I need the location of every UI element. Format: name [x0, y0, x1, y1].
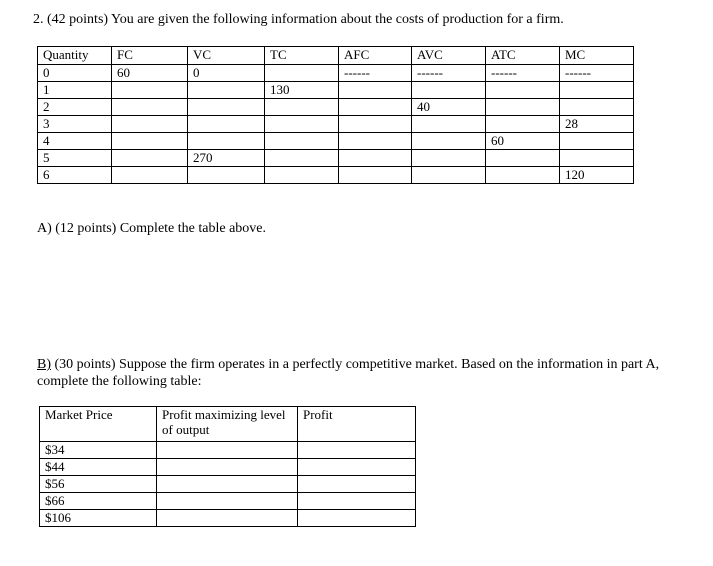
cost-table-cell: ------ — [486, 65, 560, 82]
cost-table-row — [38, 150, 634, 167]
profit-table-row — [40, 459, 416, 476]
cost-table-header-cell: AFC — [339, 47, 412, 65]
part-b-text: (30 points) Suppose the firm operates in a perfectly competitive market. Based on the information in part A, complete the following table: — [37, 357, 660, 389]
profit-table-header-cell: Profit maximizing level of output — [157, 407, 298, 442]
cost-table-header-cell: TC — [265, 47, 339, 65]
cost-table-cell: 2 — [38, 99, 112, 116]
cost-table-header-cell: ATC — [486, 47, 560, 65]
cost-table-cell: 130 — [265, 82, 339, 99]
profit-table-cell: $44 — [40, 459, 157, 476]
cost-table-cell: 120 — [560, 167, 634, 184]
cost-table-cell — [265, 99, 339, 116]
profit-table-cell: $56 — [40, 476, 157, 493]
cost-table-cell — [112, 82, 188, 99]
profit-table-row — [40, 493, 416, 510]
cost-table-header-cell: MC — [560, 47, 634, 65]
cost-table-cell — [112, 99, 188, 116]
cost-table-cell — [265, 116, 339, 133]
cost-table-row — [38, 167, 634, 184]
cost-table-cell: 0 — [188, 65, 265, 82]
cost-table-row — [38, 116, 634, 133]
profit-table-cell — [298, 476, 416, 493]
profit-table-header-row — [40, 407, 416, 442]
part-b-instruction — [37, 356, 677, 390]
cost-table-cell — [188, 116, 265, 133]
cost-table-cell — [560, 150, 634, 167]
question-title: 2. (42 points) You are given the following information about the costs of production for a firm. — [33, 12, 564, 27]
profit-table-cell: $34 — [40, 442, 157, 459]
cost-table-header-row — [38, 47, 634, 65]
cost-table-cell — [339, 99, 412, 116]
cost-table-cell — [265, 150, 339, 167]
cost-table-cell: ------ — [560, 65, 634, 82]
cost-table-cell: 1 — [38, 82, 112, 99]
cost-table-cell — [339, 116, 412, 133]
cost-table-header-cell: VC — [188, 47, 265, 65]
profit-table — [39, 406, 416, 527]
profit-table-cell — [157, 442, 298, 459]
cost-table-cell — [486, 150, 560, 167]
cost-table-cell: 60 — [112, 65, 188, 82]
cost-table-cell: 4 — [38, 133, 112, 150]
part-b-label: B) — [37, 357, 51, 372]
cost-table-cell — [412, 133, 486, 150]
cost-table-cell — [412, 116, 486, 133]
cost-table-cell — [412, 82, 486, 99]
cost-table-cell — [265, 133, 339, 150]
part-a-instruction: A) (12 points) Complete the table above. — [37, 221, 266, 236]
cost-table-row — [38, 133, 634, 150]
cost-table-cell — [112, 116, 188, 133]
cost-table-cell — [339, 82, 412, 99]
cost-table-cell — [486, 82, 560, 99]
cost-table-cell: 5 — [38, 150, 112, 167]
profit-table-cell: $66 — [40, 493, 157, 510]
cost-table-cell: ------ — [339, 65, 412, 82]
cost-table-header-cell: Quantity — [38, 47, 112, 65]
profit-table-cell — [298, 442, 416, 459]
profit-table-row — [40, 476, 416, 493]
cost-table-cell — [412, 167, 486, 184]
cost-table-cell — [265, 65, 339, 82]
profit-table-header-cell: Profit — [298, 407, 416, 442]
profit-table-cell — [298, 493, 416, 510]
cost-table-row — [38, 99, 634, 116]
cost-table-cell — [188, 82, 265, 99]
profit-table-cell — [298, 510, 416, 527]
cost-table-cell — [339, 150, 412, 167]
cost-table-cell — [265, 167, 339, 184]
cost-table-cell: 270 — [188, 150, 265, 167]
cost-table-header-cell: AVC — [412, 47, 486, 65]
cost-table-cell — [188, 167, 265, 184]
profit-table-row — [40, 442, 416, 459]
cost-table-cell: 60 — [486, 133, 560, 150]
cost-table-cell — [339, 167, 412, 184]
profit-table-header-cell: Market Price — [40, 407, 157, 442]
profit-table-cell: $106 — [40, 510, 157, 527]
cost-table-cell — [560, 133, 634, 150]
profit-table-cell — [157, 493, 298, 510]
cost-table-cell: 3 — [38, 116, 112, 133]
cost-table-cell: 0 — [38, 65, 112, 82]
cost-table-cell — [112, 167, 188, 184]
cost-table-header-cell: FC — [112, 47, 188, 65]
profit-table-row — [40, 510, 416, 527]
cost-table-cell — [339, 133, 412, 150]
cost-table-cell: ------ — [412, 65, 486, 82]
cost-table-cell — [112, 133, 188, 150]
cost-table-cell: 28 — [560, 116, 634, 133]
cost-table-cell — [112, 150, 188, 167]
cost-table-cell — [560, 99, 634, 116]
cost-table-cell — [486, 167, 560, 184]
cost-table-cell — [560, 82, 634, 99]
cost-table-row — [38, 65, 634, 82]
cost-table-cell — [486, 116, 560, 133]
profit-table-cell — [157, 510, 298, 527]
cost-table-row — [38, 82, 634, 99]
cost-table-cell — [486, 99, 560, 116]
cost-table — [37, 46, 634, 184]
profit-table-cell — [298, 459, 416, 476]
cost-table-cell: 6 — [38, 167, 112, 184]
cost-table-cell: 40 — [412, 99, 486, 116]
cost-table-cell — [412, 150, 486, 167]
cost-table-cell — [188, 133, 265, 150]
profit-table-cell — [157, 459, 298, 476]
cost-table-cell — [188, 99, 265, 116]
profit-table-cell — [157, 476, 298, 493]
